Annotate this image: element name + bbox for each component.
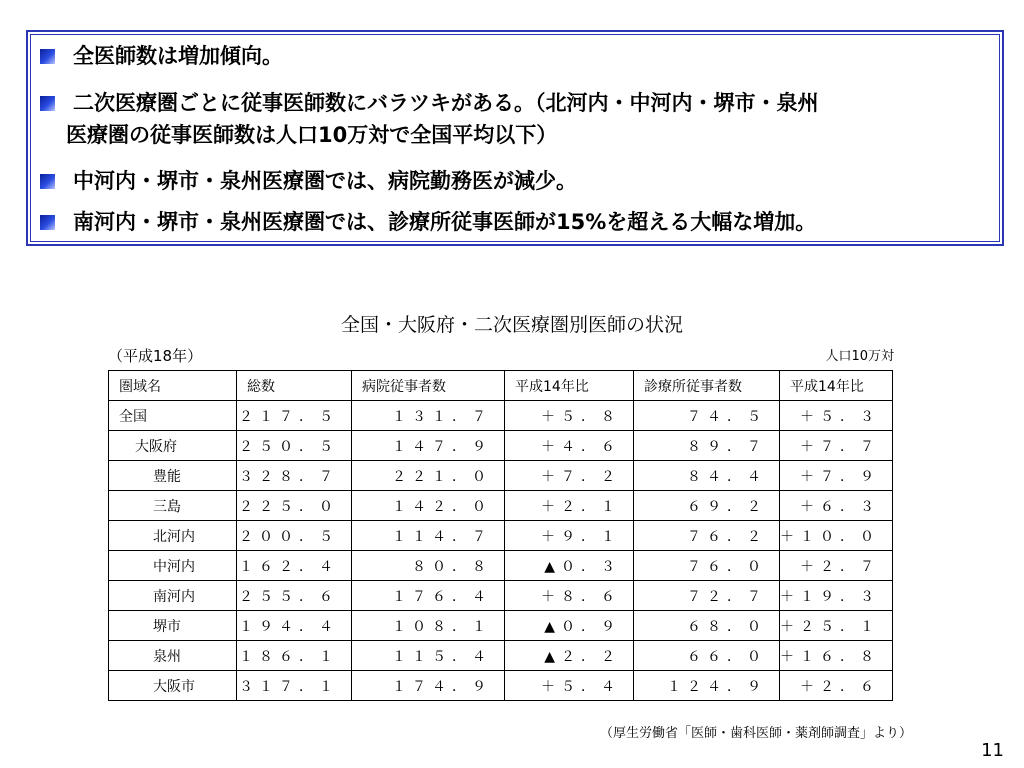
cell-clinic-change: ＋７．７ xyxy=(780,431,893,461)
page-number: 11 xyxy=(981,740,1004,761)
cell-hospital-change: ＋２．１ xyxy=(505,491,634,521)
table-row xyxy=(109,611,893,641)
cell-region: 大阪市 xyxy=(109,671,237,701)
bullet-4: 南河内・堺市・泉州医療圏では、診療所従事医師が15%を超える大幅な増加。 xyxy=(40,206,816,238)
cell-clinic-change: ＋１９．３ xyxy=(780,581,893,611)
table-row xyxy=(109,521,893,551)
table-body xyxy=(109,401,893,701)
header-cell: 病院従事者数 xyxy=(352,371,505,401)
header-cell: 総数 xyxy=(237,371,352,401)
cell-clinic-change: ＋２．６ xyxy=(780,671,893,701)
cell-region: 大阪府 xyxy=(109,431,237,461)
table-row xyxy=(109,461,893,491)
cell-clinic: ６６．０ xyxy=(634,641,780,671)
cell-total: １８６．１ xyxy=(237,641,352,671)
cell-clinic: ６９．２ xyxy=(634,491,780,521)
cell-hospital: １０８．１ xyxy=(352,611,505,641)
unit-note: 人口10万対 xyxy=(825,349,894,364)
cell-total: ２１７．５ xyxy=(237,401,352,431)
bullet-2-continuation: 医療圏の従事医師数は人口10万対で全国平均以下） xyxy=(66,123,558,147)
square-bullet-icon xyxy=(40,96,55,111)
cell-total: ３２８．７ xyxy=(237,461,352,491)
cell-hospital: １１４．７ xyxy=(352,521,505,551)
cell-hospital: １４７．９ xyxy=(352,431,505,461)
cell-region: 中河内 xyxy=(109,551,237,581)
cell-region: 三島 xyxy=(109,491,237,521)
cell-clinic-change: ＋１６．８ xyxy=(780,641,893,671)
table-row xyxy=(109,641,893,671)
table-row xyxy=(109,491,893,521)
cell-total: １９４．４ xyxy=(237,611,352,641)
cell-total: ２２５．０ xyxy=(237,491,352,521)
cell-clinic: ８９．７ xyxy=(634,431,780,461)
cell-region: 北河内 xyxy=(109,521,237,551)
bullet-3: 中河内・堺市・泉州医療圏では、病院勤務医が減少。 xyxy=(40,165,577,197)
cell-region: 堺市 xyxy=(109,611,237,641)
cell-region: 全国 xyxy=(109,401,237,431)
cell-clinic: ７２．７ xyxy=(634,581,780,611)
table-header-row xyxy=(109,371,893,401)
cell-hospital-change: ＋９．１ xyxy=(505,521,634,551)
cell-hospital-change: ▲２．２ xyxy=(505,641,634,671)
cell-clinic-change: ＋２５．１ xyxy=(780,611,893,641)
cell-region: 豊能 xyxy=(109,461,237,491)
cell-region: 南河内 xyxy=(109,581,237,611)
cell-hospital: ２２１．０ xyxy=(352,461,505,491)
summary-box xyxy=(26,30,1004,246)
cell-clinic-change: ＋１０．０ xyxy=(780,521,893,551)
cell-hospital-change: ▲０．９ xyxy=(505,611,634,641)
table-row xyxy=(109,671,893,701)
bullet-2: 二次医療圏ごとに従事医師数にバラツキがある。（北河内・中河内・堺市・泉州 xyxy=(40,87,819,119)
source-note: （厚生労働省「医師・歯科医師・薬剤師調査」より） xyxy=(599,726,912,741)
table-row xyxy=(109,551,893,581)
cell-hospital-change: ＋８．６ xyxy=(505,581,634,611)
cell-clinic-change: ＋５．３ xyxy=(780,401,893,431)
cell-hospital: １３１．７ xyxy=(352,401,505,431)
header-cell: 圏域名 xyxy=(109,371,237,401)
physician-table xyxy=(108,370,893,701)
cell-hospital: １１５．４ xyxy=(352,641,505,671)
square-bullet-icon xyxy=(40,174,55,189)
header-cell: 平成14年比 xyxy=(505,371,634,401)
cell-hospital-change: ＋４．６ xyxy=(505,431,634,461)
cell-hospital: １４２．０ xyxy=(352,491,505,521)
table-row xyxy=(109,401,893,431)
cell-clinic: １２４．９ xyxy=(634,671,780,701)
cell-clinic: ７４．５ xyxy=(634,401,780,431)
cell-total: ２５０．５ xyxy=(237,431,352,461)
cell-total: １６２．４ xyxy=(237,551,352,581)
cell-hospital: ８０．８ xyxy=(352,551,505,581)
table-title: 全国・大阪府・二次医療圏別医師の状況 xyxy=(340,314,683,336)
header-cell: 平成14年比 xyxy=(780,371,893,401)
cell-total: ２００．５ xyxy=(237,521,352,551)
cell-hospital-change: ＋７．２ xyxy=(505,461,634,491)
cell-region: 泉州 xyxy=(109,641,237,671)
cell-clinic-change: ＋７．９ xyxy=(780,461,893,491)
cell-clinic: ６８．０ xyxy=(634,611,780,641)
cell-hospital: １７６．４ xyxy=(352,581,505,611)
header-cell: 診療所従事者数 xyxy=(634,371,780,401)
cell-hospital-change: ＋５．４ xyxy=(505,671,634,701)
table-row xyxy=(109,581,893,611)
cell-hospital-change: ▲０．３ xyxy=(505,551,634,581)
cell-clinic: ８４．４ xyxy=(634,461,780,491)
cell-clinic: ７６．０ xyxy=(634,551,780,581)
square-bullet-icon xyxy=(40,49,55,64)
year-note: （平成18年） xyxy=(108,347,203,365)
table-row xyxy=(109,431,893,461)
cell-total: ３１７．１ xyxy=(237,671,352,701)
cell-clinic: ７６．２ xyxy=(634,521,780,551)
cell-hospital: １７４．９ xyxy=(352,671,505,701)
cell-clinic-change: ＋６．３ xyxy=(780,491,893,521)
bullet-1: 全医師数は増加傾向。 xyxy=(40,40,283,72)
cell-clinic-change: ＋２．７ xyxy=(780,551,893,581)
cell-total: ２５５．６ xyxy=(237,581,352,611)
square-bullet-icon xyxy=(40,215,55,230)
cell-hospital-change: ＋５．８ xyxy=(505,401,634,431)
